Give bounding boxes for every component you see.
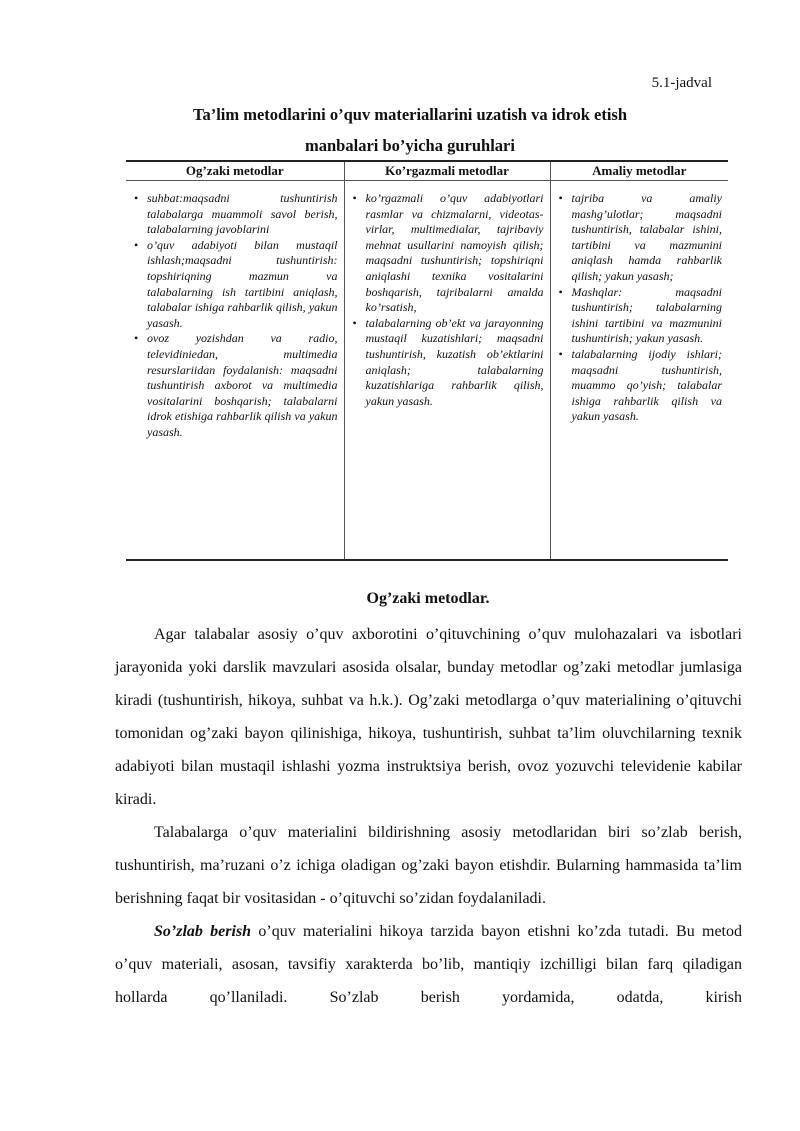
methods-table bbox=[126, 160, 728, 561]
paragraph-text: o’quv materialini hikoya tarzida bayon etishni ko’zda tutadi. Bu metod o’quv materiali, asosan, tavsifiy xarakterda bo’lib, mantiqiy izchilligi bilan farq qiladigan hollarda qo’llaniladi. So’zlab berish yordamida, odatda, kirish bbox=[115, 923, 742, 1006]
table-header-row bbox=[126, 161, 728, 181]
paragraph bbox=[115, 915, 742, 1014]
list-item-text: • Mashqlar: maqsadni tushuntirish; talabalarning ishini tartibini va mazmunini tushuntirish; yakun yasash. bbox=[571, 284, 722, 346]
header-visual-methods: Ko’rgazmali metodlar bbox=[344, 161, 550, 181]
list-item-text: • talabalarning ob’ekt va jarayonning mustaqil kuzatishlari; maqsadni tushuntirish, kuzatish ob’ektlarini aniqlash; talabalarning kuzatishlariga rahbarlik qilish, yakun yasash. bbox=[365, 315, 544, 408]
list-item bbox=[147, 238, 338, 332]
body-text bbox=[115, 618, 742, 1014]
table-row bbox=[126, 181, 728, 561]
list-item bbox=[147, 331, 338, 440]
list-item-text: • ko’rgazmali o’quv adabiyotlari rasmlar va chizmalarni, videotas-virlar, multimedialar, tajribaviy mehnat usullarini namoyish qilish; maqsadni tushuntirish; topshiriqni aniqlashi texnika vositalarini boshqarish, tajribalarni amalda ko’rsatish, bbox=[365, 191, 544, 315]
table-title-line-2: manbalari bo’yicha guruhlari bbox=[305, 136, 515, 155]
methods-table-wrapper bbox=[126, 160, 728, 561]
header-practical-methods: Amaliy metodlar bbox=[550, 161, 728, 181]
list-item-text: • o’quv adabiyoti bilan mustaqil ishlash;maqsadni tushuntirish: topshiriqning mazmun va talabalarning ish tartibini aniqlash, talabalar ishiga rahbarlik qilish, yakun yasash. bbox=[147, 237, 338, 330]
list-item-text: • suhbat:maqsadni tushuntirish talabalarga muammoli savol berish, talabalarning javoblarini bbox=[147, 191, 338, 237]
table-title-line-1: Ta’lim metodlarini o’quv materiallarini uzatish va idrok etish bbox=[192, 105, 628, 124]
list-item bbox=[572, 347, 723, 425]
practical-methods-list bbox=[557, 191, 723, 425]
list-item bbox=[572, 191, 723, 285]
table-number: 5.1-jadval bbox=[651, 75, 712, 91]
list-item-text: • ovoz yozishdan va radio, televidiniedan, multimedia resurslariidan foydalanish: maqsadni tushuntirish axborot va multimedia vositalarini boshqarish; talabalarni idrok etishiga rahbarlik qilish va yakun yasash. bbox=[147, 331, 338, 439]
list-item-text: • talabalarning ijodiy ishlari; maqsadni tushuntirish, muammo qo’yish; talabalar ishiga rahbarlik qilish va yakun yasash. bbox=[571, 346, 722, 424]
visual-methods-cell bbox=[344, 181, 550, 561]
practical-methods-cell bbox=[550, 181, 728, 561]
paragraph: Agar talabalar asosiy o’quv axborotini o’qituvchining o’quv mulohazalari va isbotlari jarayonida yoki darslik mavzulari asosida olsalar, bunday metodlar og’zaki metodlar jumlasiga kiradi (tushuntirish, hikoya, suhbat va h.k.). Og’zaki metodlarga o’quv materialining o’qituvchi tomonidan og’zaki bayon qilinishiga, hikoya, tushuntirish, suhbat ta’lim oluvchilarning texnik adabiyoti bilan mustaqil ishlashi yozma instruktsiya berish, ovoz yozuvchi televidenie kabilar kiradi. bbox=[115, 626, 742, 808]
paragraph: Talabalarga o’quv materialini bildirishning asosiy metodlaridan biri so’zlab berish, tushuntirish, ma’ruzani o’z ichiga oladigan og’zaki bayon etishdir. Bularning hammasida ta’lim berishning faqat bir vositasidan - o’qituvchi so’zidan foydalaniladi. bbox=[115, 824, 742, 907]
oral-methods-list bbox=[132, 191, 338, 441]
list-item bbox=[147, 191, 338, 238]
oral-methods-cell bbox=[126, 181, 344, 561]
header-oral-methods: Og’zaki metodlar bbox=[126, 161, 344, 181]
list-item bbox=[366, 191, 544, 316]
list-item bbox=[366, 316, 544, 410]
emphasized-term: So’zlab berish bbox=[154, 923, 252, 940]
section-heading: Og’zaki metodlar. bbox=[366, 590, 490, 607]
visual-methods-list bbox=[351, 191, 544, 409]
list-item-text: • tajriba va amaliy mashg’ulotlar; maqsadni tushuntirish, talabalar ishini, tartibini va mazmunini aniqlash hamda rahbarlik qilish; yakun yasash; bbox=[571, 191, 722, 283]
list-item bbox=[572, 285, 723, 347]
table-title bbox=[100, 99, 720, 161]
